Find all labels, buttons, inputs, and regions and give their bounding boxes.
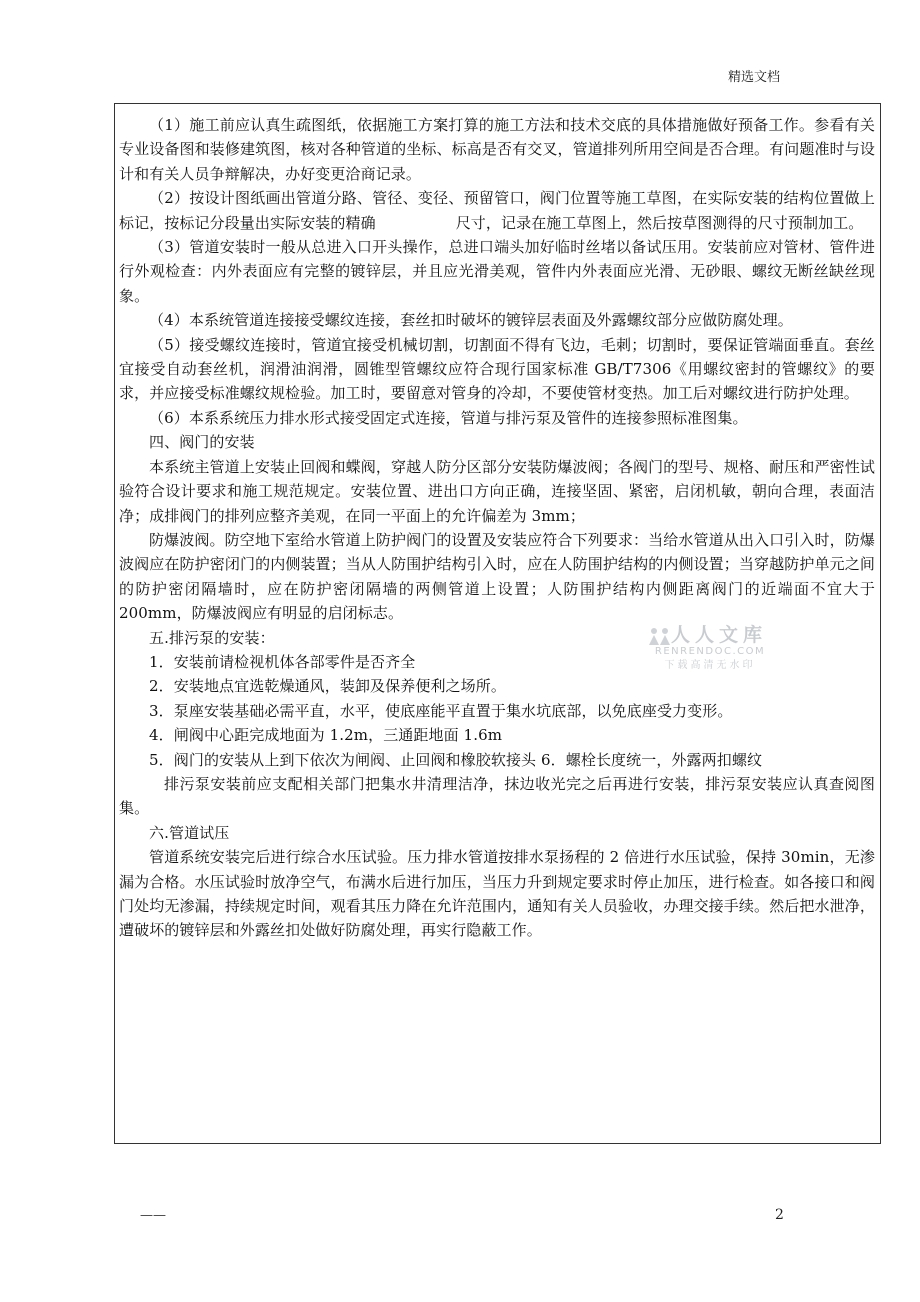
list-item: 2．安装地点宜选乾燥通风，装卸及保养便利之场所。 [149, 677, 506, 696]
section-heading: 四、阀门的安装 [149, 433, 255, 452]
paragraph: 管道系统安装完后进行综合水压试验。压力排水管道按排水泵扬程的 2 倍进行水压试验，保持 30min，无渗漏为合格。水压试验时放净空气，布满水后进行加压，当压力升到规定要求时停止加压，进行检查。如各接口和阀门处均无渗漏，持续规定时间，观看其压力降在允许范围内，通知有关人员验收，办理交接手续。然后把水泄净，遭破坏的镀锌层和外露丝扣处做好防腐处理，再实行隐蔽工作。 [119, 848, 875, 940]
list-item: 4．闸阀中心距完成地面为 1.2m，三通距地面 1.6m [149, 726, 503, 745]
header-note: 精选文档 [727, 70, 780, 85]
paragraph: 本系统主管道上安装止回阀和蝶阀，穿越人防分区部分安装防爆波阀；各阀门的型号、规格、耐压和严密性试验符合设计要求和施工规范规定。安装位置、进出口方向正确，连接坚固、紧密，启闭机敏，朝向合理，表面洁净；成排阀门的排列应整齐美观，在同一平面上的允许偏差为 3mm； [119, 457, 875, 525]
section-heading: 六.管道试压 [149, 823, 230, 842]
list-item: 5．阀门的安装从上到下依次为闸阀、止回阀和橡胶软接头 6．螺栓长度统一，外露两扣螺纹 [149, 750, 763, 769]
section-heading: 五.排污泵的安装： [149, 628, 275, 647]
paragraph [119, 186, 875, 235]
paragraph: （1）施工前应认真生疏图纸，依据施工方案打算的施工方法和技术交底的具体措施做好预备工作。参看有关专业设备图和装修建筑图，核对各种管道的坐标、标高是否有交叉，管道排列所用空间是否合理。有问题准时与设计和有关人员争辩解决，办好变更洽商记录。 [119, 116, 875, 183]
paragraph-part: （2）按设计图纸画出管道分路、管径、变径、预留管口，阀门位置等施工草图，在实际安装的结构位置做上标记，按标记分段量出实际安装的精确 [119, 189, 875, 232]
paragraph: （6）本系系统压力排水形式接受固定式连接，管道与排污泵及管件的连接参照标准图集。 [149, 408, 748, 427]
watermark-slogan: 下载高清无水印 [664, 660, 756, 671]
document-body [119, 113, 875, 943]
paragraph-part: 尺寸，记录在施工草图上，然后按草图测得的尺寸预制加工。 [455, 213, 864, 232]
page-number: 2 [775, 1207, 784, 1223]
list-item: 1．安装前请检视机体各部零件是否齐全 [149, 652, 416, 671]
paragraph: （3）管道安装时一般从总进入口开头操作，总进口端头加好临时丝堵以备试压用。安装前应对管材、管件进行外观检查：内外表面应有完整的镀锌层，并且应光滑美观，管件内外表面应光滑、无砂眼、螺纹无断丝缺丝现象。 [119, 238, 875, 305]
list-item: 3．泵座安装基础必需平直，水平，使底座能平直置于集水坑底部，以免底座受力变形。 [149, 701, 733, 720]
paragraph: 防爆波阀。防空地下室给水管道上防护阀门的设置及安装应符合下列要求：当给水管道从出入口引入时，防爆波阀应在防护密闭门的内侧装置；当从人防围护结构引入时，应在人防围护结构的内侧设置；当穿越防护单元之间的防护密闭隔墙时，应在防护密闭隔墙的两侧管道上设置；人防围护结构内侧距离阀门的近端面不宜大于 200mm，防爆波阀应有明显的启闭标志。 [119, 530, 875, 623]
paragraph: 排污泵安装前应支配相关部门把集水井清理洁净，抹边收光完之后再进行安装，排污泵安装应认真查阅图集。 [119, 774, 875, 818]
paragraph: （4）本系统管道连接接受螺纹连接，套丝扣时破坏的镀锌层表面及外露螺纹部分应做防腐处理。 [149, 311, 793, 330]
watermark-domain: RENRENDOC.COM [654, 646, 766, 657]
watermark-title: 人人文库 [670, 624, 767, 646]
paragraph: （5）接受螺纹连接时，管道宜接受机械切割，切割面不得有飞边，毛刺；切割时，要保证管端面垂直。套丝宜接受自动套丝机，润滑油润滑，圆锥型管螺纹应符合现行国家标准 GB/T7306《用螺纹密封的管螺纹》的要求，并应接受标准螺纹规检验。加工时，要留意对管身的冷却，不要使管材变热。加工后对螺纹进行防护处理。 [119, 335, 875, 403]
footer-dash: —— [140, 1208, 166, 1223]
